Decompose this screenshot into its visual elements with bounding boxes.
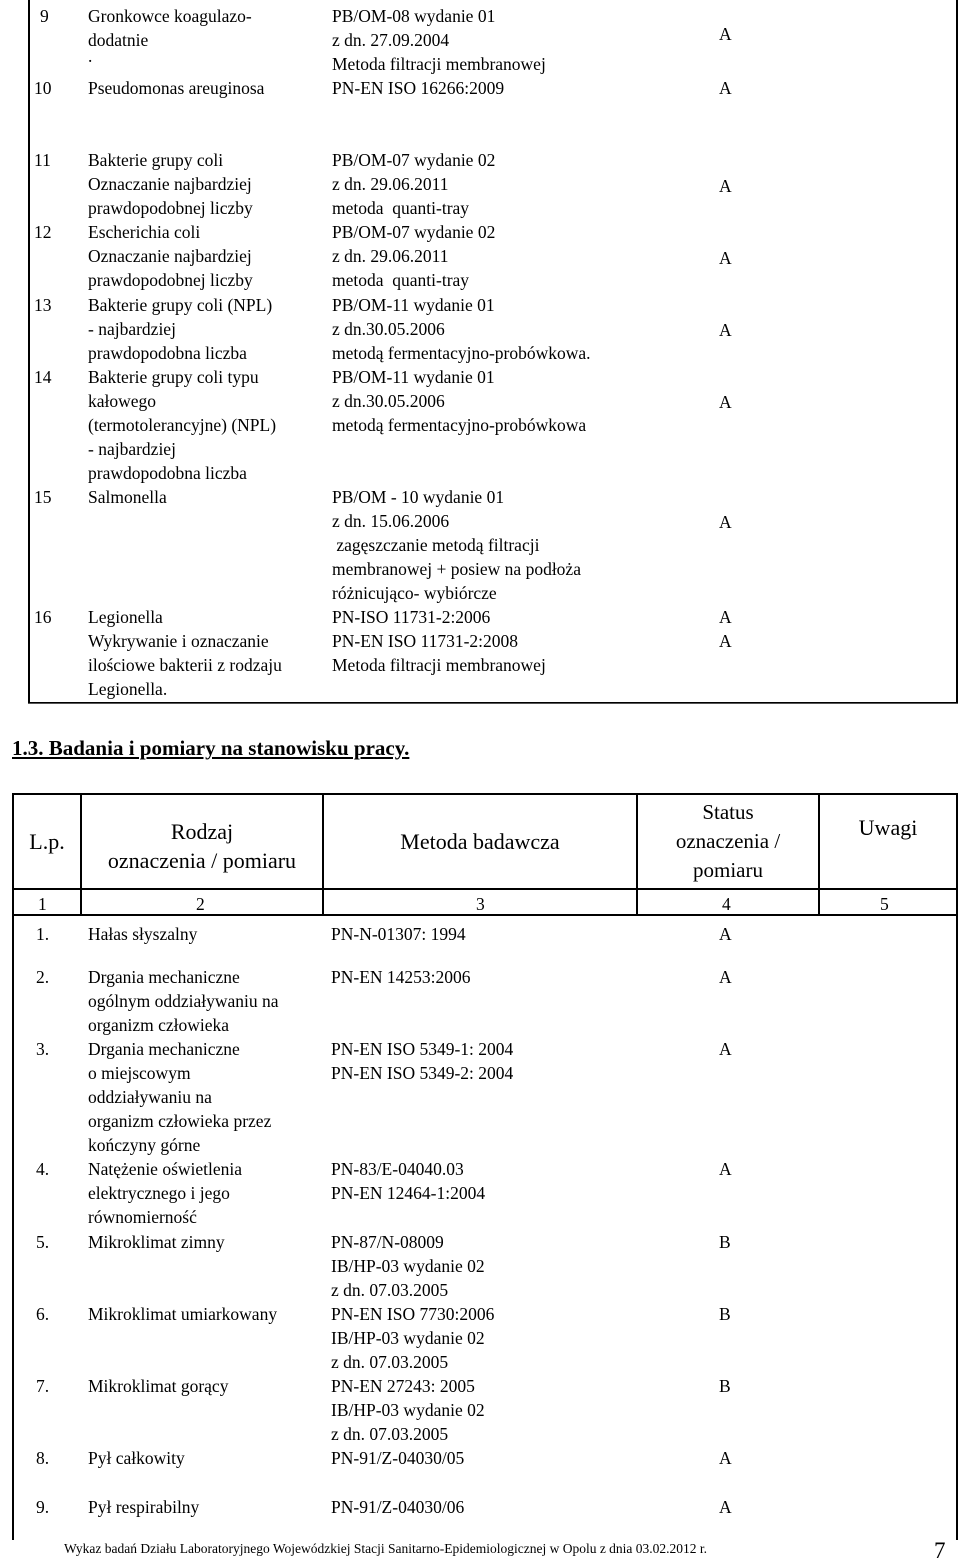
column-header-status: pomiaru: [693, 858, 763, 882]
row-name: Bakterie grupy coli typu: [88, 367, 259, 387]
row-name: (termotolerancyjne) (NPL): [88, 415, 277, 435]
row-status: A: [719, 607, 732, 627]
row-method: PN-EN 12464-1:2004: [331, 1183, 486, 1203]
row-method: z dn. 29.06.2011: [332, 174, 449, 194]
row-status: B: [719, 1376, 731, 1396]
column-header-metoda: Metoda badawcza: [400, 829, 560, 854]
column-number: 3: [476, 894, 485, 914]
row-status: A: [719, 1039, 732, 1059]
row-method: z dn. 27.09.2004: [332, 30, 450, 50]
row-method: metoda quanti-tray: [332, 270, 470, 290]
row-status: A: [719, 1497, 732, 1517]
row-method: PN-87/N-08009: [331, 1232, 444, 1252]
row-name: Legionella.: [88, 679, 168, 699]
column-number: 1: [38, 894, 47, 914]
row-method: PN-91/Z-04030/06: [331, 1497, 465, 1517]
row-name: Oznaczanie najbardziej: [88, 174, 252, 194]
row-name: Pył całkowity: [88, 1448, 185, 1468]
column-header-rodzaj: oznaczenia / pomiaru: [107, 848, 297, 873]
row-status: A: [719, 967, 732, 987]
row-status: A: [719, 1159, 732, 1179]
row-number: 9.: [36, 1497, 50, 1517]
row-name: ilościowe bakterii z rodzaju: [88, 655, 282, 675]
row-name: Salmonella: [88, 487, 167, 507]
row-name: Mikroklimat gorący: [88, 1376, 229, 1396]
column-header-rodzaj: Rodzaj: [170, 819, 234, 844]
row-status: A: [719, 320, 732, 340]
row-number: 3.: [36, 1039, 50, 1059]
row-name: Legionella: [88, 607, 163, 627]
row-method: Metoda filtracji membranowej: [332, 655, 546, 675]
row-method: PN-91/Z-04030/05: [331, 1448, 465, 1468]
row-method: membranowej + posiew na podłoża: [332, 559, 581, 579]
row-method: z dn.30.05.2006: [332, 391, 445, 411]
row-name: - najbardziej: [88, 439, 176, 459]
page-footer: Wykaz badań Działu Laboratoryjnego Wojewódzkiej Stacji Sanitarno-Epidemiologicznej w Opolu z dnia 03.02.2012 r.: [64, 1541, 708, 1556]
section-title: 1.3. Badania i pomiary na stanowisku pracy.: [12, 736, 410, 760]
row-name: Drgania mechaniczne: [88, 967, 240, 987]
row-method: z dn. 29.06.2011: [332, 246, 449, 266]
row-method: metoda quanti-tray: [332, 198, 470, 218]
row-method: PN-83/E-04040.03: [331, 1159, 464, 1179]
row-name: Natężenie oświetlenia: [88, 1159, 243, 1179]
row-status: A: [719, 924, 732, 944]
row-method: IB/HP-03 wydanie 02: [331, 1256, 485, 1276]
row-method: z dn. 07.03.2005: [331, 1424, 449, 1444]
row-method: PN-EN ISO 11731-2:2008: [332, 631, 519, 651]
row-number: 1.: [36, 924, 50, 944]
row-number: 11: [34, 150, 51, 170]
row-method: zagęszczanie metodą filtracji: [332, 535, 540, 555]
row-method: PN-EN 27243: 2005: [331, 1376, 475, 1396]
row-method: IB/HP-03 wydanie 02: [331, 1400, 485, 1420]
column-header-status: oznaczenia /: [675, 829, 781, 853]
row-status: B: [719, 1304, 731, 1324]
row-name: Pseudomonas areuginosa: [88, 78, 265, 98]
row-name: Bakterie grupy coli (NPL): [88, 295, 273, 315]
row-number: 9: [40, 6, 49, 26]
row-method: z dn. 07.03.2005: [331, 1352, 449, 1372]
column-header-lp: L.p.: [29, 829, 65, 854]
row-status: A: [719, 392, 732, 412]
column-header-uwagi: Uwagi: [858, 815, 918, 840]
row-method: PB/OM - 10 wydanie 01: [332, 487, 505, 507]
row-name: o miejscowym: [88, 1063, 191, 1083]
row-number: 5.: [36, 1232, 50, 1252]
row-name: .: [88, 46, 93, 66]
row-name: - najbardziej: [88, 319, 176, 339]
row-method: PB/OM-11 wydanie 01: [332, 295, 495, 315]
column-number: 4: [722, 894, 731, 914]
row-method: różnicująco- wybiórcze: [332, 583, 497, 603]
row-name: dodatnie: [88, 30, 149, 50]
row-name: kończyny górne: [88, 1135, 201, 1155]
row-method: PN-ISO 11731-2:2006: [332, 607, 491, 627]
row-method: PN-EN ISO 16266:2009: [332, 78, 505, 98]
row-number: 6.: [36, 1304, 50, 1324]
row-method: PN-EN ISO 5349-2: 2004: [331, 1063, 514, 1083]
row-method: PN-EN 14253:2006: [331, 967, 471, 987]
row-method: PB/OM-11 wydanie 01: [332, 367, 495, 387]
row-method: z dn. 15.06.2006: [332, 511, 450, 531]
row-number: 14: [34, 367, 52, 387]
row-method: Metoda filtracji membranowej: [332, 54, 546, 74]
row-number: 4.: [36, 1159, 50, 1179]
row-status: B: [719, 1232, 731, 1252]
row-name: prawdopodobna liczba: [88, 343, 247, 363]
row-name: organizm człowieka: [88, 1015, 230, 1035]
page-number: 7: [934, 1538, 946, 1563]
row-status: A: [719, 248, 732, 268]
row-name: Bakterie grupy coli: [88, 150, 224, 170]
row-name: organizm człowieka przez: [88, 1111, 272, 1131]
column-header-status: Status: [702, 800, 754, 824]
row-number: 16: [34, 607, 52, 627]
column-number: 2: [196, 894, 205, 914]
row-method: PB/OM-07 wydanie 02: [332, 222, 496, 242]
row-number: 10: [34, 78, 52, 98]
row-status: A: [719, 176, 732, 196]
row-name: ogólnym oddziaływaniu na: [88, 991, 279, 1011]
row-name: równomierność: [88, 1207, 197, 1227]
row-name: prawdopodobna liczba: [88, 463, 247, 483]
row-status: A: [719, 512, 732, 532]
row-number: 13: [34, 295, 52, 315]
row-method: PN-N-01307: 1994: [331, 924, 466, 944]
row-method: IB/HP-03 wydanie 02: [331, 1328, 485, 1348]
row-method: z dn.30.05.2006: [332, 319, 445, 339]
row-name: Hałas słyszalny: [88, 924, 198, 944]
row-method: z dn. 07.03.2005: [331, 1280, 449, 1300]
row-name: Escherichia coli: [88, 222, 201, 242]
row-name: Gronkowce koagulazo-: [88, 6, 252, 26]
row-name: Wykrywanie i oznaczanie: [88, 631, 269, 651]
row-number: 8.: [36, 1448, 50, 1468]
row-name: Drgania mechaniczne: [88, 1039, 240, 1059]
row-method: PN-EN ISO 5349-1: 2004: [331, 1039, 514, 1059]
row-name: Pył respirabilny: [88, 1497, 200, 1517]
row-name: Mikroklimat umiarkowany: [88, 1304, 278, 1324]
column-number: 5: [880, 894, 889, 914]
row-name: prawdopodobnej liczby: [88, 198, 253, 218]
row-method: PB/OM-07 wydanie 02: [332, 150, 496, 170]
row-number: 12: [34, 222, 52, 242]
row-number: 15: [34, 487, 52, 507]
row-name: Mikroklimat zimny: [88, 1232, 225, 1252]
row-name: Oznaczanie najbardziej: [88, 246, 252, 266]
row-name: oddziaływaniu na: [88, 1087, 212, 1107]
row-name: prawdopodobnej liczby: [88, 270, 253, 290]
row-status: A: [719, 1448, 732, 1468]
row-status: A: [719, 78, 732, 98]
row-number: 2.: [36, 967, 50, 987]
row-number: 7.: [36, 1376, 50, 1396]
row-method: PB/OM-08 wydanie 01: [332, 6, 496, 26]
row-name: kałowego: [88, 391, 157, 411]
row-status: A: [719, 24, 732, 44]
row-name: elektrycznego i jego: [88, 1183, 230, 1203]
row-status: A: [719, 631, 732, 651]
row-method: PN-EN ISO 7730:2006: [331, 1304, 495, 1324]
row-method: metodą fermentacyjno-probówkowa.: [332, 343, 591, 363]
row-method: metodą fermentacyjno-probówkowa: [332, 415, 587, 435]
